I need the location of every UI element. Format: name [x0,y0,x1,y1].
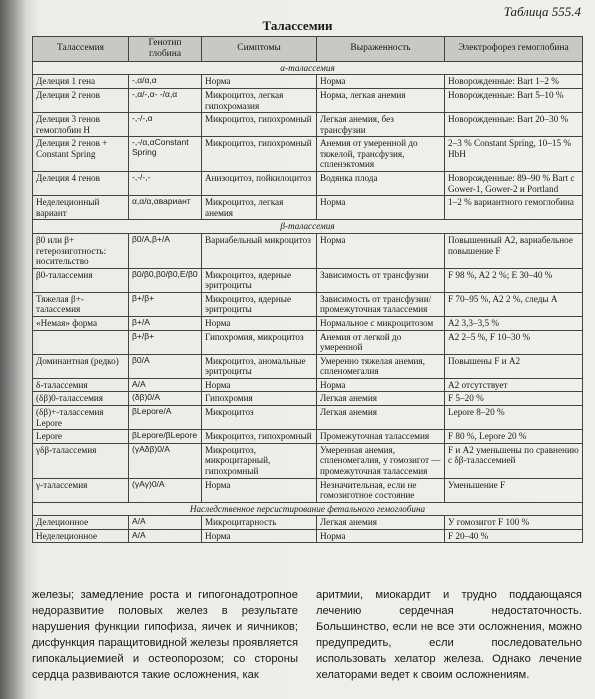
table-cell: Повышенный A2, вариабельное повышение F [445,233,583,268]
table-cell: 1–2 % вариантного гемоглобина [445,196,583,220]
table-cell: Делеция 3 генов гемоглобин H [33,113,129,137]
table-number: Таблица 555.4 [503,4,581,19]
table-row [33,316,583,330]
table-cell: γ-талассемия [33,478,129,502]
body-text-left-column: железы; замедление роста и гипогонадотропное недоразвитие половых желез в результате нарушения функции гипофиза, яичек и яичников; дисфункция паращитовидной железы проявляется гипокальциемией и остеопорозом; со стороны сердца развиваются такие осложнения, как [32,589,298,681]
table-row [33,268,583,292]
table-cell: F и A2 уменьшены по сравнению с δβ-талассемией [445,443,583,478]
table-cell: Умеренно тяжелая анемия, спленомегалия [317,354,445,378]
table-cell: Легкая анемия [317,406,445,430]
table-cell: Норма [317,529,445,543]
table-cell: Микроцитарность [202,516,317,530]
table-cell: -,-/-,α [129,113,202,137]
table-row [33,89,583,113]
table-cell: F 5–20 % [445,392,583,406]
table-cell: -,α/α,α [129,75,202,89]
table-cell: A/A [129,378,202,392]
table-cell: Lepore 8–20 % [445,406,583,430]
table-row [33,196,583,220]
column-header: Электрофорез гемоглобина [445,37,583,62]
table-cell: Доминантная (редко) [33,354,129,378]
table-cell: A/A [129,529,202,543]
table-cell: Делеционное [33,516,129,530]
table-cell: Водянка плода [317,172,445,196]
table-cell: (γAδβ)0/A [129,443,202,478]
table-row [33,516,583,530]
table-cell: δ-талассемия [33,378,129,392]
column-header: Генотип глобина [129,37,202,62]
table-row [33,113,583,137]
thalassemia-table [32,36,583,543]
column-header: Талассемия [33,37,129,62]
table-title: Талассемии [262,18,333,33]
section-row [33,220,583,234]
table-cell: Анемия от легкой до умеренной [317,330,445,354]
section-label: β-талассемия [33,220,583,234]
table-cell: Новорожденные: Bart 1–2 % [445,75,583,89]
table-cell: Легкая анемия, без трансфузии [317,113,445,137]
table-cell: β0 или β+ гетерозиготность: носительство [33,233,129,268]
table-cell: (δβ)0/A [129,392,202,406]
table-cell: У гомозигот F 100 % [445,516,583,530]
table-cell: Делеция 2 генов + Constant Spring [33,137,129,172]
section-label: Наследственное персистирование фетального гемоглобина [33,502,583,516]
table-cell: α,α/α,αвариант [129,196,202,220]
table-cell: Анизоцитоз, пойкилоцитоз [202,172,317,196]
table-row [33,406,583,430]
table-row [33,430,583,444]
table-cell: (δβ)0-талассемия [33,392,129,406]
section-row [33,61,583,75]
column-header: Симптомы [202,37,317,62]
table-cell: Норма [202,378,317,392]
table-cell: βLepore/βLepore [129,430,202,444]
table-cell: Микроцитоз, микроцитарный, гипохромный [202,443,317,478]
table-cell: Норма, легкая анемия [317,89,445,113]
table-cell: F 70–95 %, A2 2 %, следы A [445,292,583,316]
table-cell: F 20–40 % [445,529,583,543]
table-cell: Зависимость от трансфузии [317,268,445,292]
table-cell: Норма [317,75,445,89]
table-cell: -,-/α,αConstant Spring [129,137,202,172]
table-cell: Микроцитоз, легкая анемия [202,196,317,220]
table-cell: Анемия от умеренной до тяжелой, трансфузия, спленэктомия [317,137,445,172]
table-cell [33,330,129,354]
table-cell: Легкая анемия [317,392,445,406]
table-row [33,330,583,354]
table-cell: Микроцитоз, гипохромный [202,137,317,172]
table-cell: Тяжелая β+-талассемия [33,292,129,316]
column-header: Выраженность [317,37,445,62]
table-row [33,378,583,392]
table-cell: Микроцитоз, аномальные эритроциты [202,354,317,378]
table-row [33,392,583,406]
table-cell: Уменьшение F [445,478,583,502]
table-cell: Микроцитоз, легкая гипохромазия [202,89,317,113]
table-cell: Норма [317,378,445,392]
table-cell: Делеция 4 генов [33,172,129,196]
table-cell: γδβ-талассемия [33,443,129,478]
table-cell: β+/β+ [129,330,202,354]
table-cell: β0-талассемия [33,268,129,292]
table-cell: Делеция 1 гена [33,75,129,89]
table-cell: Микроцитоз, гипохромный [202,430,317,444]
table-cell: Зависимость от трансфузии/промежуточная талассемия [317,292,445,316]
table-row [33,443,583,478]
table-cell: F 98 %, A2 2 %; E 30–40 % [445,268,583,292]
table-cell: -,α/-,α- -/α,α [129,89,202,113]
table-cell: Умеренная анемия, спленомегалия, у гомозигот — промежуточная талассемия [317,443,445,478]
table-cell: Lepore [33,430,129,444]
body-text-right-column: аритмии, миокардит и трудно поддающаяся лечению сердечная недостаточность. Большинство, если не все эти осложнения, можно предупредить, если последовательно использовать хелатор железа. Однако лечение хелаторами ведет к своим осложнениям. [316,589,582,681]
table-cell: Новорожденные: Bart 5–10 % [445,89,583,113]
table-cell: Микроцитоз, ядерные эритроциты [202,292,317,316]
table-cell: A/A [129,516,202,530]
table-cell: Микроцитоз [202,406,317,430]
table-cell: Нормальное с микроцитозом [317,316,445,330]
table-cell: Норма [317,233,445,268]
table-cell: Делеция 2 генов [33,89,129,113]
section-label: α-талассемия [33,61,583,75]
table-cell: β0/A,β+/A [129,233,202,268]
table-cell: (δβ)+-талассемия Lepore [33,406,129,430]
table-cell: A2 3,3–3,5 % [445,316,583,330]
table-cell: Неделеционный вариант [33,196,129,220]
table-cell: «Немая» форма [33,316,129,330]
table-cell: Микроцитоз, гипохромный [202,113,317,137]
table-cell: β0/β0,β0/β0,E/β0 [129,268,202,292]
table-cell: Вариабельный микроцитоз [202,233,317,268]
table-cell: Норма [202,316,317,330]
table-cell: Промежуточная талассемия [317,430,445,444]
table-cell: Новорожденные: 89–90 % Bart с Gower-1, Gower-2 и Portland [445,172,583,196]
table-cell: Незначительная, если не гомозиготное состояние [317,478,445,502]
table-cell: Норма [202,529,317,543]
table-cell: Легкая анемия [317,516,445,530]
table-cell: Норма [317,196,445,220]
table-cell: β+/β+ [129,292,202,316]
table-row [33,529,583,543]
table-cell: 2–3 % Constant Spring, 10–15 % HbH [445,137,583,172]
body-text [32,588,582,683]
table-cell: Норма [202,75,317,89]
table-row [33,75,583,89]
table-cell: -,-/-,- [129,172,202,196]
table-row [33,354,583,378]
table-cell: F 80 %, Lepore 20 % [445,430,583,444]
table-cell: β+/A [129,316,202,330]
table-cell: (γAγ)0/A [129,478,202,502]
table-row [33,478,583,502]
table-cell: Гипохромия, микроцитоз [202,330,317,354]
table-body [33,61,583,543]
table-cell: Неделеционное [33,529,129,543]
table-row [33,233,583,268]
table-cell: Микроцитоз, ядерные эритроциты [202,268,317,292]
table-cell: Новорожденные: Bart 20–30 % [445,113,583,137]
table-header-row [33,37,583,62]
table-cell: A2 отсутствует [445,378,583,392]
table-cell: A2 2–5 %, F 10–30 % [445,330,583,354]
table-row [33,292,583,316]
table-cell: Повышены F и A2 [445,354,583,378]
table-cell: βLepore/A [129,406,202,430]
table-row [33,137,583,172]
section-row [33,502,583,516]
table-row [33,172,583,196]
table-cell: Норма [202,478,317,502]
table-cell: Гипохромия [202,392,317,406]
table-cell: β0/A [129,354,202,378]
